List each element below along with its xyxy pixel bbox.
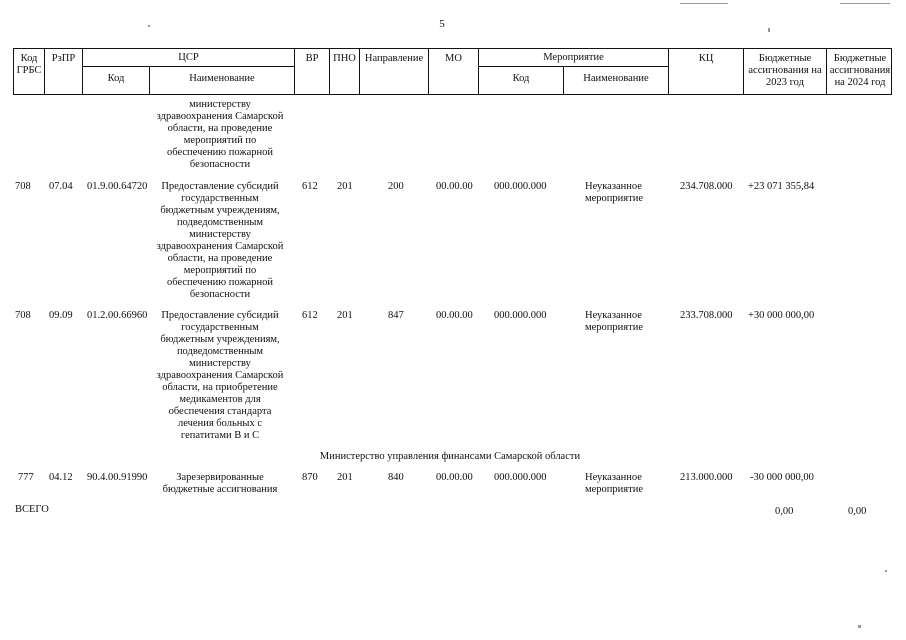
header-budget-2023: Бюджетные ассигнования на 2023 год [748,53,822,88]
header-kc: КЦ [698,53,714,64]
cell-mer-name: Неуказанное мероприятие [585,310,643,333]
header-kod-grbs: Код ГРБС [16,53,42,76]
table-header [13,48,892,95]
cell-napravlenie: 847 [388,310,404,321]
cell-csr-kod: 90.4.00.91990 [87,472,148,483]
cell-mer-name: Неуказанное мероприятие [585,181,643,204]
cell-grbs: 708 [15,181,31,192]
cell-mer-kod: 000.000.000 [494,310,547,321]
cell-rzpr: 04.12 [49,472,73,483]
header-pno: ПНО [333,53,356,64]
header-meropriyatie: Мероприятие [543,52,604,63]
cell-csr-name: Предоставление субсидий государственным бюджетным учреждениям, подведомственным министерству здравоохранения Самарской области, на приобретение медикаментов для обеспечения стандарта лечения больных с гепатитами В и С [156,310,284,441]
scan-mark [885,570,887,572]
cell-grbs: 708 [15,310,31,321]
cell-pno: 201 [337,181,353,192]
cell-csr-name: Предоставление субсидий государственным бюджетным учреждениям, подведомственным министерству здравоохранения Самарской области, на проведение мероприятий по обеспечению пожарной безопасности [156,181,284,300]
scan-mark [768,28,770,32]
cell-grbs: 777 [18,472,34,483]
scan-mark [148,25,150,27]
header-mo: МО [445,53,462,64]
cell-mo: 00.00.00 [436,472,473,483]
cell-mo: 00.00.00 [436,310,473,321]
cell-rzpr: 09.09 [49,310,73,321]
total-budget-2023: 0,00 [775,506,794,517]
cell-mo: 00.00.00 [436,181,473,192]
cell-kc: 233.708.000 [680,310,733,321]
total-label: ВСЕГО [15,504,49,515]
cell-kc: 234.708.000 [680,181,733,192]
header-mer-kod: Код [512,73,530,84]
header-csr: ЦСР [178,52,199,63]
cell-kc: 213.000.000 [680,472,733,483]
cell-vr: 612 [302,310,318,321]
scan-mark [858,625,861,628]
cell-vr: 612 [302,181,318,192]
cell-mer-kod: 000.000.000 [494,181,547,192]
cell-csr-name: Зарезервированные бюджетные ассигнования [162,472,278,495]
header-budget-2024: Бюджетные ассигнования на 2024 год [829,53,891,88]
cell-budget-2023: +30 000 000,00 [748,310,815,321]
cell-rzpr: 07.04 [49,181,73,192]
cell-mer-name: Неуказанное мероприятие [585,472,643,495]
section-title: Министерство управления финансами Самарской области [319,451,581,462]
total-budget-2024: 0,00 [848,506,867,517]
cell-pno: 201 [337,472,353,483]
cell-budget-2023: +23 071 355,84 [748,181,815,192]
cell-csr-kod: 01.2.00.66960 [87,310,148,321]
cell-napravlenie: 200 [388,181,404,192]
cell-pno: 201 [337,310,353,321]
header-vr: ВР [305,53,319,64]
scan-mark [840,3,890,4]
cell-mer-kod: 000.000.000 [494,472,547,483]
header-napravlenie: Направление [364,53,424,64]
header-csr-name: Наименование [189,73,255,84]
cell-budget-2023: -30 000 000,00 [750,472,814,483]
continuation-text: министерству здравоохранения Самарской области, на проведение мероприятий по обеспечению пожарной безопасности [156,99,284,170]
cell-vr: 870 [302,472,318,483]
page-number: 5 [439,18,445,30]
scan-mark [680,3,728,4]
header-rzpr: РзПР [51,53,76,64]
header-csr-kod: Код [107,73,125,84]
header-mer-name: Наименование [583,73,649,84]
cell-napravlenie: 840 [388,472,404,483]
cell-csr-kod: 01.9.00.64720 [87,181,148,192]
